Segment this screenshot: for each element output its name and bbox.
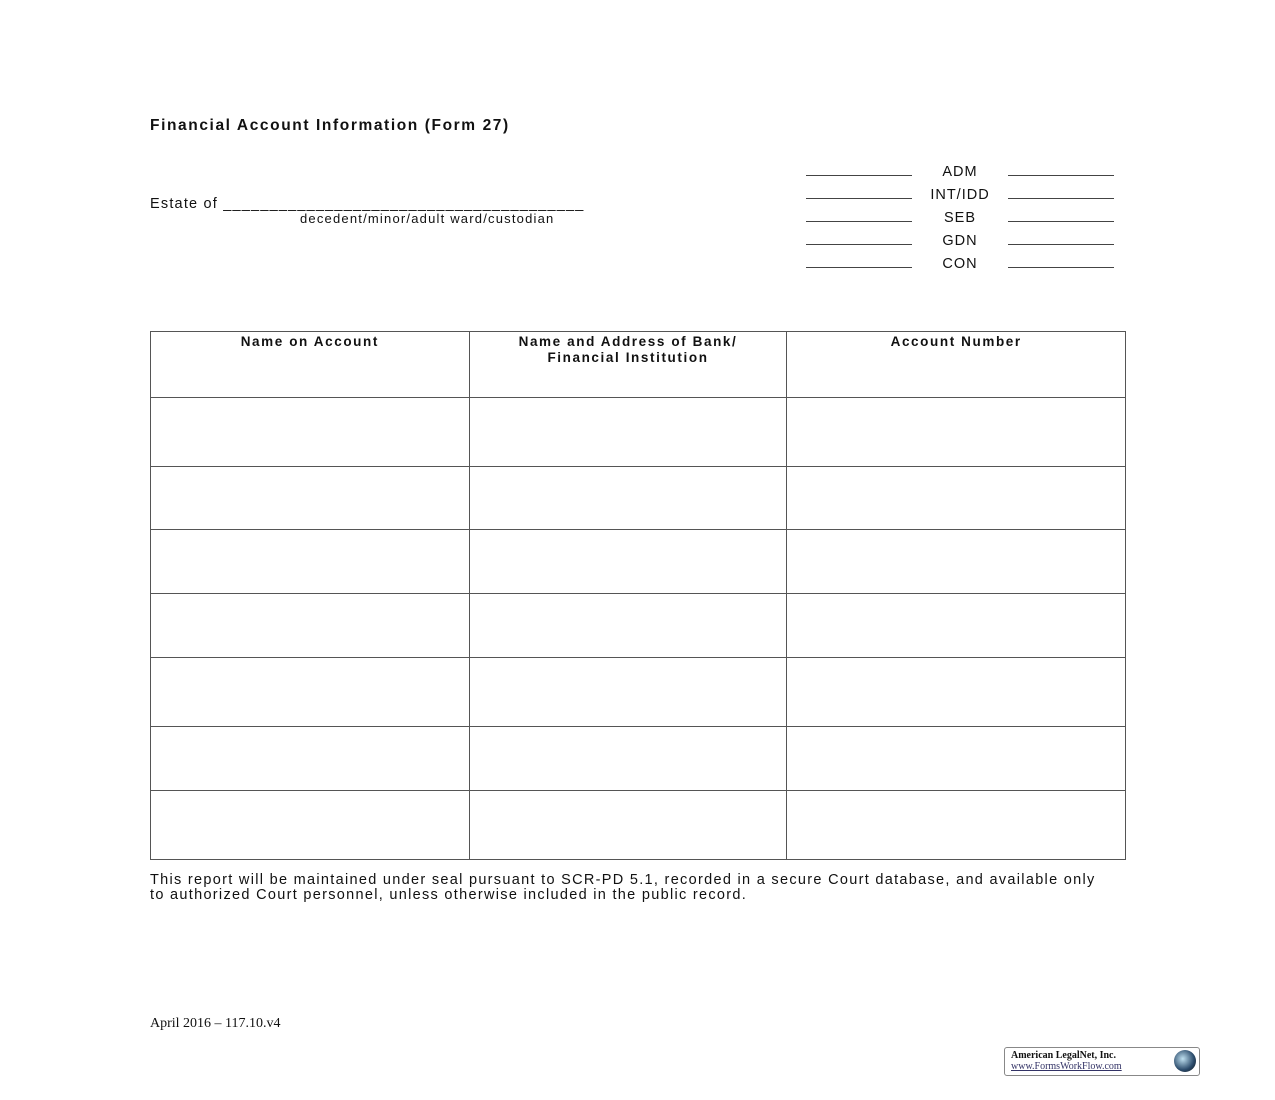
bank-cell[interactable] [469, 530, 787, 594]
estate-sublabel: decedent/minor/adult ward/custodian [300, 211, 555, 226]
name-cell[interactable] [151, 530, 470, 594]
name-cell[interactable] [151, 658, 470, 727]
code-blank-left[interactable] [806, 207, 912, 222]
name-cell[interactable] [151, 467, 470, 530]
accounts-table [150, 331, 1126, 860]
case-codes [806, 161, 1114, 276]
bank-cell[interactable] [469, 658, 787, 727]
header-bank: Name and Address of Bank/ Financial Institution [469, 332, 787, 398]
estate-label: Estate of [150, 196, 219, 212]
name-cell[interactable] [151, 594, 470, 658]
code-row [806, 161, 1114, 184]
account-number-cell[interactable] [787, 467, 1126, 530]
globe-icon [1174, 1050, 1196, 1072]
name-cell[interactable] [151, 791, 470, 860]
account-number-cell[interactable] [787, 594, 1126, 658]
code-label: CON [942, 256, 978, 272]
code-label: ADM [942, 164, 978, 180]
table-row [151, 727, 1126, 791]
code-label: SEB [943, 210, 976, 226]
table-row [151, 658, 1126, 727]
logo-name: American LegalNet, Inc. [1011, 1050, 1116, 1061]
account-number-cell[interactable] [787, 727, 1126, 791]
code-row [806, 253, 1114, 276]
code-row [806, 230, 1114, 253]
account-number-cell[interactable] [787, 530, 1126, 594]
bank-cell[interactable] [469, 791, 787, 860]
table-row [151, 398, 1126, 467]
table-row [151, 594, 1126, 658]
table-row [151, 467, 1126, 530]
code-blank-right[interactable] [1008, 207, 1114, 222]
account-number-cell[interactable] [787, 791, 1126, 860]
bank-cell[interactable] [469, 398, 787, 467]
form-title: Financial Account Information (Form 27) [150, 117, 510, 134]
code-blank-left[interactable] [806, 184, 912, 199]
seal-notice: This report will be maintained under seal pursuant to SCR-PD 5.1, recorded in a secure Court database, and available only to authorized Court personnel, unless otherwise included in the public record. [150, 872, 1096, 903]
name-cell[interactable] [151, 398, 470, 467]
code-label: GDN [942, 233, 978, 249]
code-label: INT/IDD [930, 187, 990, 203]
account-number-cell[interactable] [787, 398, 1126, 467]
account-number-cell[interactable] [787, 658, 1126, 727]
code-blank-right[interactable] [1008, 184, 1114, 199]
bank-cell[interactable] [469, 727, 787, 791]
code-row [806, 207, 1114, 230]
logo-link[interactable]: www.FormsWorkFlow.com [1011, 1061, 1122, 1072]
code-blank-left[interactable] [806, 230, 912, 245]
header-name-on-account: Name on Account [151, 332, 470, 398]
publisher-logo [1004, 1047, 1200, 1076]
bank-cell[interactable] [469, 594, 787, 658]
name-cell[interactable] [151, 727, 470, 791]
code-blank-right[interactable] [1008, 161, 1114, 176]
code-blank-left[interactable] [806, 253, 912, 268]
header-account-number: Account Number [787, 332, 1126, 398]
form-version: April 2016 – 117.10.v4 [150, 1016, 281, 1031]
table-row [151, 791, 1126, 860]
code-row [806, 184, 1114, 207]
estate-field [150, 196, 585, 212]
code-blank-right[interactable] [1008, 253, 1114, 268]
code-blank-left[interactable] [806, 161, 912, 176]
bank-cell[interactable] [469, 467, 787, 530]
table-row [151, 530, 1126, 594]
estate-blank[interactable]: _______________________________________ [223, 196, 585, 212]
code-blank-right[interactable] [1008, 230, 1114, 245]
